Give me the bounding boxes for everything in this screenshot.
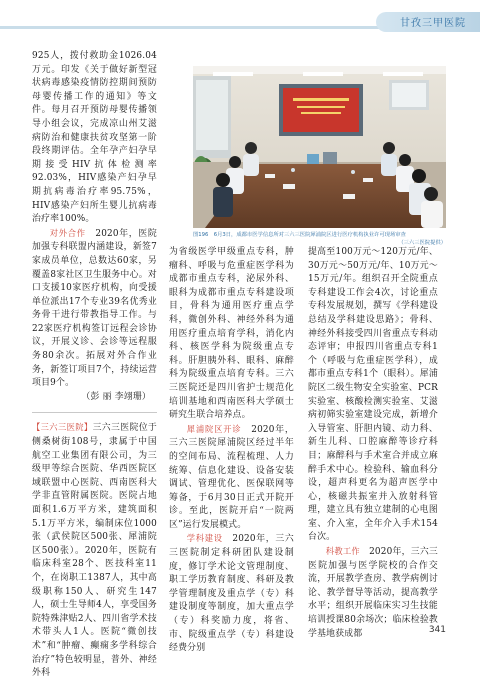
page-header (0, 0, 480, 44)
paragraph-text: 2020年，三六三医院加强与医学院校的合作交流，开展教学查房、教学病例讨论、教学督导等活动，提高教学水平；组织开展临床实习生技能培训授课80余场次；临床检验教学基地获成都 (308, 547, 439, 639)
paragraph: 为省级医学甲级重点专科，肿瘤科、呼吸与危重症医学科为成都市重点专科，泌尿外科、眼科为成都市重点专科建设项目，骨科为通用医疗重点学科，微创外科、神经外科为通用医疗重点培育学科，消化内科、核医学科为院级重点专科。肝胆胰外科、眼科、麻醉科为院级重点培育专科。三六三医院还是四川省护士规范化培训基地和西南医科大学硕士研究生联合培养点。 (169, 247, 294, 421)
text-column-left (32, 50, 157, 681)
section-keyword: 对外合作 (49, 227, 86, 238)
author-signature: （彭 丽 李翊珊） (81, 391, 151, 402)
photo-credit: （三六三医院提供） (398, 239, 446, 246)
page-number: 341 (428, 625, 446, 635)
paragraph-foreign-cooperation (32, 227, 157, 391)
paragraph-text: 2020年，医院加强专科联盟内涵建设，新签7家成员单位，总数达60家，另覆盖8家社区卫生服务中心。对口支援10家医疗机构，向受援单位派出17个专业39名优秀业务骨干进行带教指导工作。与22家医疗机构签订远程会诊协议，开展义诊、会诊等远程服务80余次。拓展对外合作业务，新签订项目7个，持续运营项目9个。 (32, 228, 158, 389)
paragraph-text: 2020年，三六三医院制定科研团队建设制度，修订学术论文管理制度、职工学历教育制度、科研及教学管理制度及重点学（专）科建设制度等制度，加大重点学（专）科奖励力度，将省、市、院级重点学（专）科建设经费分别 (169, 534, 295, 654)
paragraph: 提高至100万元～120万元/年、30万元～50万元/年、10万元～15万元/年。组织召开全院重点专科建设工作会4次，讨论重点专科发展规划，撰写《学科建设总结及学科建设思路》；骨科、神经外科接受四川省重点专科动态评审；申报四川省重点专科1个（呼吸与危重症医学科），成都市重点专科1个（眼科）。犀浦院区二级生物安全实验室、PCR实验室、核酸检测实验室、艾滋病初筛实验室建设完成，新增介入导管室、肝胆内镜、动力科、新生儿科、口腔麻醉等诊疗科目；麻醉科与手术室合并成立麻醉手术中心。检验科、输血科分设，超声科更名为超声医学中心，核磁共振室并入放射科管理，建立具有独立建制的心电图室、介入室，全年介入手术154台次。 (308, 247, 438, 543)
text-column-right (308, 246, 438, 641)
meeting-photo (193, 66, 446, 228)
section-keyword: 犀浦院区开诊 (186, 423, 242, 434)
paragraph-hospital-intro (32, 421, 157, 680)
paragraph-teaching-work (308, 545, 438, 641)
text-column-middle (169, 246, 294, 656)
section-keyword: 科教工作 (325, 546, 360, 557)
paragraph-text: 三六三医院位于侧桑树街108号，隶属于中国航空工业集团有限公司，为三级甲等综合医院、华西医院区域联盟中心医院、西南医科大学非直管附属医院。医院占地面积1.6万平方米，建筑面积5.1万平方米，编制床位1000张（武侯院区500张、犀浦院区500张）。2020年，医院有临床科室28个、医技科室11个，在岗职工1387人，其中高级职称150人、研究生147人，硕士生导师4人，享受国务院特殊津贴2人、四川省学术技术带头人1人。医院“微创技术”和“肿瘤、癫痫多学科综合治疗”特色较明显，普外、神经外科 (32, 423, 158, 679)
photo-caption (193, 232, 446, 247)
section-keyword: 学科建设 (186, 533, 223, 544)
entry-heading: 【三六三医院】 (32, 422, 93, 433)
paragraph: 925人，拨付救助金1026.04万元。印发《关于做好新型冠状病毒感染疫情防控期间预防母婴传播工作的通知》等文件。每月召开预防母婴传播领导小组会议，完成凉山州艾滋病防治和健康扶贫攻坚第一阶段终期评估。全年孕产妇孕早期接受HIV抗体检测率92.03%，HIV感染产妇孕早期抗病毒治疗率95.75%，HIV感染产妇所生婴儿抗病毒治疗率100%。 (32, 51, 157, 225)
divider (32, 412, 157, 413)
section-title: 甘孜三甲医院 (400, 18, 466, 29)
paragraph-text: 2020年，三六三医院犀浦院区经过半年的空间布局、流程梳理、人力统筹、信息化建设、设备安装调试、管理优化、医保联网等筹备，于6月30日正式开院开诊。至此，医院开启“一院两区”运行发展模式。 (169, 424, 294, 530)
paragraph-xipu-opening (169, 423, 294, 533)
caption-text: 图196 6月3日，成都市医学信息所对三六三医院犀浦院区进行医疗机构执业许可现场审查 (193, 232, 406, 238)
paragraph-discipline-building (169, 532, 294, 655)
